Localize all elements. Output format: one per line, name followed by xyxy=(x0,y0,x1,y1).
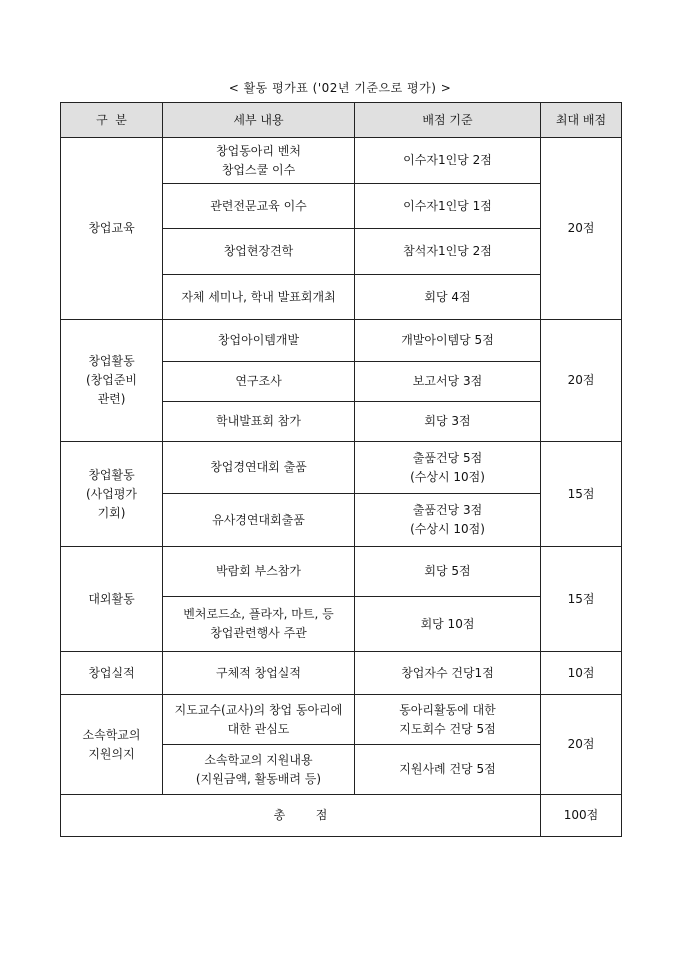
detail-cell: 관련전문교육 이수 xyxy=(163,184,355,229)
criteria-cell: 창업자수 건당1점 xyxy=(355,652,541,695)
criteria-cell: 참석자1인당 2점 xyxy=(355,229,541,275)
table-row xyxy=(61,547,622,597)
table-row xyxy=(61,652,622,695)
table-row xyxy=(61,138,622,184)
criteria-cell: 회당 10점 xyxy=(355,597,541,652)
detail-cell: 지도교수(교사)의 창업 동아리에 대한 관심도 xyxy=(163,695,355,745)
detail-cell: 소속학교의 지원내용 (지원금액, 활동배려 등) xyxy=(163,745,355,795)
detail-cell: 박람회 부스참가 xyxy=(163,547,355,597)
category-cell: 소속학교의 지원의지 xyxy=(61,695,163,795)
max-score-cell: 15점 xyxy=(541,547,622,652)
category-cell: 창업교육 xyxy=(61,138,163,320)
detail-cell: 창업동아리 벤처 창업스쿨 이수 xyxy=(163,138,355,184)
detail-cell: 연구조사 xyxy=(163,362,355,402)
criteria-cell: 보고서당 3점 xyxy=(355,362,541,402)
max-score-cell: 20점 xyxy=(541,695,622,795)
detail-cell: 벤처로드쇼, 플라자, 마트, 등 창업관련행사 주관 xyxy=(163,597,355,652)
table-row xyxy=(61,442,622,494)
detail-cell: 구체적 창업실적 xyxy=(163,652,355,695)
header-category: 구 분 xyxy=(61,103,163,138)
criteria-cell: 출품건당 3점 (수상시 10점) xyxy=(355,494,541,547)
criteria-cell: 회당 4점 xyxy=(355,275,541,320)
max-score-cell: 20점 xyxy=(541,138,622,320)
criteria-cell: 동아리활동에 대한 지도회수 건당 5점 xyxy=(355,695,541,745)
category-cell: 창업실적 xyxy=(61,652,163,695)
header-criteria: 배점 기준 xyxy=(355,103,541,138)
detail-cell: 자체 세미나, 학내 발표회개최 xyxy=(163,275,355,320)
max-score-cell: 20점 xyxy=(541,320,622,442)
criteria-cell: 회당 5점 xyxy=(355,547,541,597)
criteria-cell: 이수자1인당 1점 xyxy=(355,184,541,229)
evaluation-table xyxy=(60,102,622,837)
criteria-cell: 개발아이템당 5점 xyxy=(355,320,541,362)
detail-cell: 유사경연대회출품 xyxy=(163,494,355,547)
table-title: < 활동 평가표 ('02년 기준으로 평가) > xyxy=(228,81,452,95)
header-max-score: 최대 배점 xyxy=(541,103,622,138)
header-detail: 세부 내용 xyxy=(163,103,355,138)
max-score-cell: 10점 xyxy=(541,652,622,695)
category-cell: 창업활동 (사업평가 기회) xyxy=(61,442,163,547)
criteria-cell: 회당 3점 xyxy=(355,402,541,442)
detail-cell: 창업현장견학 xyxy=(163,229,355,275)
detail-cell: 학내발표회 참가 xyxy=(163,402,355,442)
total-row xyxy=(61,795,622,837)
category-cell: 대외활동 xyxy=(61,547,163,652)
total-value: 100점 xyxy=(541,795,622,837)
table-row xyxy=(61,695,622,745)
category-cell: 창업활동 (창업준비 관련) xyxy=(61,320,163,442)
max-score-cell: 15점 xyxy=(541,442,622,547)
criteria-cell: 지원사례 건당 5점 xyxy=(355,745,541,795)
detail-cell: 창업경연대회 출품 xyxy=(163,442,355,494)
header-row xyxy=(61,103,622,138)
criteria-cell: 출품건당 5점 (수상시 10점) xyxy=(355,442,541,494)
table-row xyxy=(61,320,622,362)
detail-cell: 창업아이템개발 xyxy=(163,320,355,362)
criteria-cell: 이수자1인당 2점 xyxy=(355,138,541,184)
total-label: 총 점 xyxy=(61,795,541,837)
